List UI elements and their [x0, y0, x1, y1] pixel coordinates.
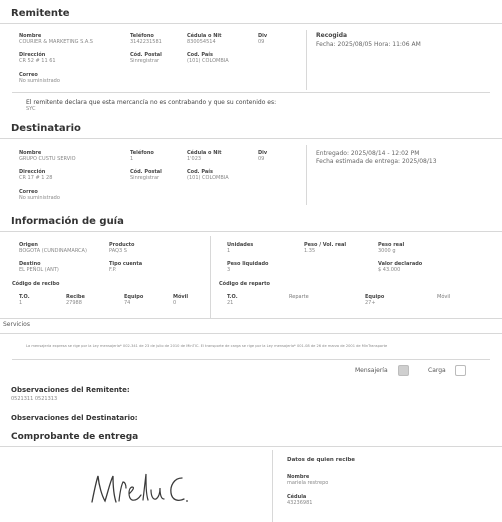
destinatario-nombre: GRUPO CUSTU SERVIO [19, 156, 76, 162]
tipo-cuenta-value: F.P. [109, 267, 117, 273]
datos-title: Datos de quien recibe [287, 457, 356, 463]
peso-real-value: 3000 g [378, 248, 396, 254]
remitente-div: 09 [258, 39, 265, 45]
valor-declarado-label: Valor declarado [378, 261, 423, 267]
divider [306, 30, 307, 90]
tipo-cuenta-label: Tipo cuenta [109, 261, 143, 267]
unidades-value: 1 [227, 248, 231, 254]
peso-vol-label: Peso / Vol. real [304, 242, 347, 248]
remitente-nombre-label: Nombre [19, 33, 42, 39]
remitente-telefono-label: Teléfono [130, 33, 154, 39]
producto-value: PAQ3 S [109, 248, 127, 254]
unidades-label: Unidades [227, 242, 254, 248]
contenido-value: SYC [26, 106, 36, 112]
destinatario-cod-postal-label: Cód. Postal [130, 169, 162, 175]
recibe-nombre: mariela restrepo [287, 480, 329, 486]
producto-label: Producto [109, 242, 135, 248]
divider [12, 359, 490, 360]
divider [210, 236, 211, 318]
recibe-nombre-label: Nombre [287, 474, 310, 480]
codigo-reparto-label: Código de reparto [219, 281, 270, 287]
entregado-value: Entregado: 2025/08/14 - 12:02 PM [316, 150, 420, 157]
td-value: 1 [19, 300, 23, 306]
destinatario-cedula: 1'023 [187, 156, 202, 162]
servicios-title: Servicios [3, 321, 30, 328]
destinatario-telefono-label: Teléfono [130, 150, 154, 156]
destinatario-div: 09 [258, 156, 265, 162]
destinatario-title: Destinatario [11, 123, 81, 134]
peso-vol-value: 1.35 [304, 248, 316, 254]
remitente-cod-pais: (101) COLOMBIA [187, 58, 229, 64]
destino-value: EL PEÑOL (ANT) [19, 267, 59, 273]
destinatario-cod-postal: Sinregistrar [130, 175, 160, 181]
remitente-correo: No suministrado [19, 78, 60, 84]
declaracion-text: El remitente declara que esta mercancía no es contrabando y que su contenido es: [26, 99, 277, 106]
remitente-nombre: COURIER & MARKETING S.A.S [19, 39, 93, 45]
recibe-cedula: 43236981 [287, 500, 313, 506]
remitente-correo-label: Correo [19, 72, 38, 78]
valor-declarado-value: $ 43.000 [378, 267, 401, 273]
peso-real-label: Peso real [378, 242, 405, 248]
destinatario-correo-label: Correo [19, 189, 38, 195]
destinatario-cod-pais-label: Cod. País [187, 169, 213, 175]
codigo-recibo-label: Código de recibo [12, 281, 60, 287]
destinatario-telefono: 1 [130, 156, 134, 162]
recibe-label: Recibe [66, 294, 85, 300]
destinatario-correo: No suministrado [19, 195, 60, 201]
signature-image [88, 468, 190, 510]
divider [0, 138, 502, 139]
destinatario-cod-pais: (101) COLOMBIA [187, 175, 229, 181]
obs-remitente-text: 0521311 0521313 [11, 396, 58, 402]
remitente-cod-postal: Sinregistrar [130, 58, 160, 64]
movil2-label: Móvil [437, 294, 451, 300]
movil-value: 0 [173, 300, 177, 306]
remitente-direccion: CR 52 # 11 61 [19, 58, 56, 64]
destinatario-div-label: Div [258, 150, 268, 156]
equipo-label: Equipo [124, 294, 144, 300]
destinatario-nombre-label: Nombre [19, 150, 42, 156]
remitente-cedula: 830054514 [187, 39, 216, 45]
equipo-value: 74 [124, 300, 131, 306]
recibe-cedula-label: Cédula [287, 494, 307, 500]
recogida-value: Fecha: 2025/08/05 Hora: 11:06 AM [316, 41, 421, 48]
remitente-telefono: 3142231581 [130, 39, 162, 45]
comprobante-title: Comprobante de entrega [11, 432, 139, 442]
obs-destinatario-title: Observaciones del Destinatario: [11, 414, 138, 422]
peso-liquidado-value: 3 [227, 267, 231, 273]
equipo2-value: 27+ [365, 300, 376, 306]
obs-remitente-title: Observaciones del Remitente: [11, 386, 130, 394]
recogida-label: Recogida [316, 32, 348, 39]
divider [0, 23, 502, 24]
destinatario-direccion: CR 17 # 1 28 [19, 175, 53, 181]
divider [0, 231, 502, 232]
movil-label: Móvil [173, 294, 189, 300]
destinatario-cedula-label: Cédula o Nit [187, 150, 222, 156]
remitente-cod-pais-label: Cod. País [187, 52, 213, 58]
t2-value: 21 [227, 300, 234, 306]
divider [272, 450, 273, 522]
divider [12, 92, 490, 93]
peso-liquidado-label: Peso liquidado [227, 261, 269, 267]
guia-title: Información de guía [11, 216, 124, 227]
divider [0, 333, 502, 334]
divider [0, 318, 502, 319]
remitente-div-label: Div [258, 33, 268, 39]
t2-label: T.O. [227, 294, 238, 300]
recibe-value: 27988 [66, 300, 82, 306]
reparte-label: Reparte [289, 294, 309, 300]
remitente-direccion-label: Dirección [19, 52, 46, 58]
destino-label: Destino [19, 261, 41, 267]
mensajeria-checkbox[interactable] [398, 365, 409, 376]
divider [0, 446, 502, 447]
carga-label: Carga [428, 367, 446, 374]
fecha-estimada-value: Fecha estimada de entrega: 2025/08/13 [316, 158, 437, 165]
remitente-cedula-label: Cédula o Nit [187, 33, 222, 39]
remitente-title: Remitente [11, 8, 70, 19]
mensajeria-label: Mensajería [355, 367, 388, 374]
divider [306, 145, 307, 205]
origen-label: Origen [19, 242, 38, 248]
equipo2-label: Equipo [365, 294, 385, 300]
destinatario-direccion-label: Dirección [19, 169, 46, 175]
remitente-cod-postal-label: Cód. Postal [130, 52, 162, 58]
origen-value: BOGOTA (CUNDINAMARCA) [19, 248, 87, 254]
td-label: T.O. [19, 294, 30, 300]
legal-text: La mensajería expresa se rige por la Ley mensajería* 002-341 de 23 de julio de 2010 de MinTIC. El transporte de carga se rige por la Ley mensajería* 001-08 de 26 de marzo de 2001 de MinTransporte [26, 344, 388, 348]
carga-checkbox[interactable] [455, 365, 466, 376]
